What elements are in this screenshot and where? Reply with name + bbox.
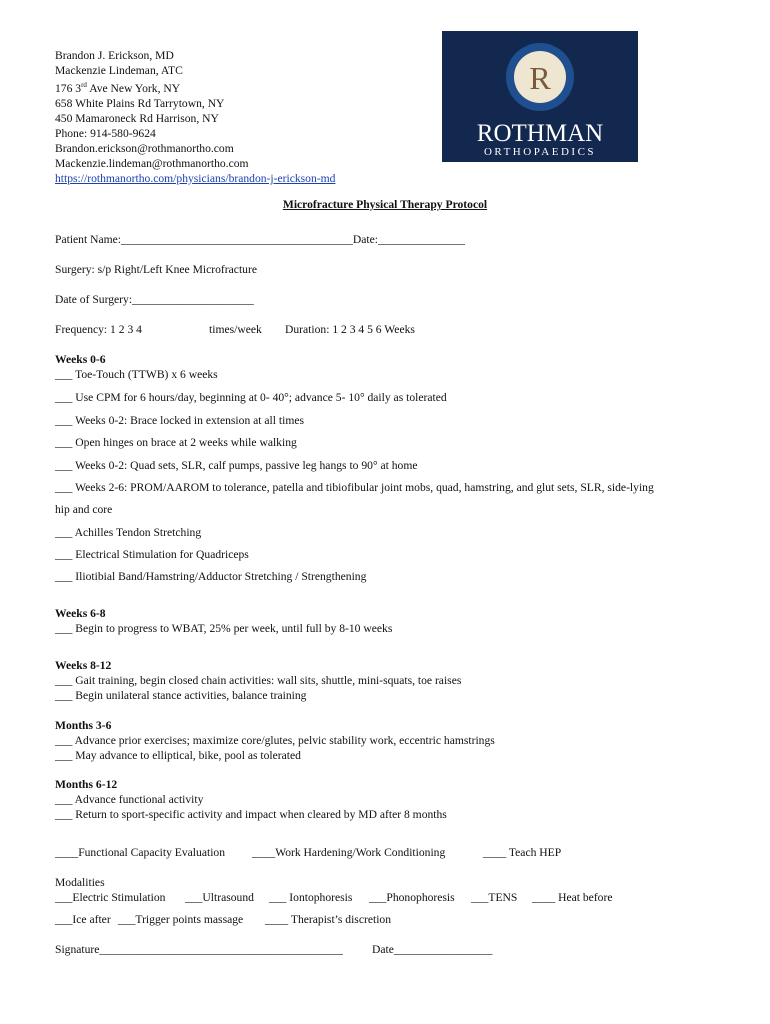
checklist-item: ___ Return to sport-specific activity and impact when cleared by MD after 8 months bbox=[55, 808, 447, 821]
trainer-email: Mackenzie.lindeman@rothmanortho.com bbox=[55, 156, 249, 170]
logo-subtitle: ORTHOPAEDICS bbox=[483, 146, 597, 158]
checklist-item-continued: hip and core bbox=[55, 503, 113, 516]
modality-trigger-points: ___Trigger points massage bbox=[118, 913, 244, 926]
modality-electric-stimulation: ___Electric Stimulation bbox=[55, 891, 166, 904]
modality-iontophoresis: ___ Iontophoresis bbox=[269, 891, 353, 904]
checklist-item: ___ May advance to elliptical, bike, pool as tolerated bbox=[55, 749, 301, 762]
checklist-item: ___ Advance prior exercises; maximize core/glutes, pelvic stability work, eccentric hamstrings bbox=[55, 734, 495, 747]
section-heading: Weeks 6-8 bbox=[55, 607, 106, 620]
doctor-name: Brandon J. Erickson, MD bbox=[55, 49, 174, 62]
phone-number: Phone: 914-580-9624 bbox=[55, 126, 156, 140]
checklist-item: ___ Electrical Stimulation for Quadriceps bbox=[55, 548, 249, 561]
rothman-logo bbox=[442, 31, 638, 162]
checklist-item: ___ Gait training, begin closed chain activities: wall sits, shuttle, mini-squats, toe raises bbox=[55, 674, 462, 687]
checklist-item: ___ Use CPM for 6 hours/day, beginning at 0- 40°; advance 5- 10° daily as tolerated bbox=[55, 391, 447, 404]
frequency-field: Frequency: 1 2 3 4 bbox=[55, 323, 142, 336]
checklist-item: ___ Begin to progress to WBAT, 25% per week, until full by 8-10 weeks bbox=[55, 622, 393, 635]
fce-option: ____Functional Capacity Evaluation bbox=[55, 846, 226, 859]
modality-heat-before: ____ Heat before bbox=[532, 891, 613, 904]
work-hardening-option: ____Work Hardening/Work Conditioning bbox=[252, 846, 446, 859]
modality-therapist-discretion: ____ Therapist’s discretion bbox=[265, 913, 392, 926]
section-heading: Months 3-6 bbox=[55, 719, 112, 732]
modality-ultrasound: ___Ultrasound bbox=[185, 891, 254, 904]
checklist-item: ___ Toe-Touch (TTWB) x 6 weeks bbox=[55, 368, 218, 381]
checklist-item: ___ Weeks 0-2: Brace locked in extension at all times bbox=[55, 414, 305, 427]
modality-ice-after: ___Ice after bbox=[55, 913, 111, 926]
checklist-item: ___ Achilles Tendon Stretching bbox=[55, 526, 202, 539]
section-heading: Weeks 0-6 bbox=[55, 353, 106, 366]
surgery-field: Surgery: s/p Right/Left Knee Microfracture bbox=[55, 263, 257, 276]
address-tarrytown: 658 White Plains Rd Tarrytown, NY bbox=[55, 96, 225, 110]
patient-name-field: Patient Name:________________________________________Date:_______________ bbox=[55, 233, 465, 246]
address-harrison: 450 Mamaroneck Rd Harrison, NY bbox=[55, 111, 219, 125]
times-week-label: times/week bbox=[209, 323, 262, 336]
modalities-heading: Modalities bbox=[55, 876, 105, 889]
duration-field: Duration: 1 2 3 4 5 6 Weeks bbox=[285, 323, 415, 336]
logo-letter: R bbox=[529, 60, 551, 96]
logo-name: ROTHMAN bbox=[476, 120, 604, 147]
signature-date-line: Date_________________ bbox=[372, 943, 493, 956]
checklist-item: ___ Iliotibial Band/Hamstring/Adductor Stretching / Strengthening bbox=[55, 570, 367, 583]
section-heading: Months 6-12 bbox=[55, 778, 118, 791]
document-title: Microfracture Physical Therapy Protocol bbox=[282, 198, 488, 211]
teach-hep-option: ____ Teach HEP bbox=[483, 846, 562, 859]
checklist-item: ___ Weeks 0-2: Quad sets, SLR, calf pumps, passive leg hangs to 90° at home bbox=[55, 459, 418, 472]
contact-block bbox=[55, 48, 335, 186]
checklist-item: ___ Weeks 2-6: PROM/AAROM to tolerance, patella and tibiofibular joint mobs, quad, hamstring, and glut sets, SLR, side-lying bbox=[55, 481, 654, 494]
address-new-york: 176 3rd Ave New York, NY bbox=[55, 81, 181, 95]
modality-phonophoresis: ___Phonophoresis bbox=[369, 891, 455, 904]
checklist-item: ___ Begin unilateral stance activities, balance training bbox=[55, 689, 307, 702]
section-heading: Weeks 8-12 bbox=[55, 659, 112, 672]
website-link[interactable]: https://rothmanortho.com/physicians/brandon-j-erickson-md bbox=[55, 171, 336, 185]
signature-line: Signature__________________________________________ bbox=[55, 943, 343, 956]
checklist-item: ___ Open hinges on brace at 2 weeks while walking bbox=[55, 436, 297, 449]
modality-tens: ___TENS bbox=[471, 891, 518, 904]
trainer-name: Mackenzie Lindeman, ATC bbox=[55, 64, 183, 77]
date-of-surgery-field: Date of Surgery:_____________________ bbox=[55, 293, 254, 306]
checklist-item: ___ Advance functional activity bbox=[55, 793, 204, 806]
doctor-email: Brandon.erickson@rothmanortho.com bbox=[55, 141, 234, 155]
